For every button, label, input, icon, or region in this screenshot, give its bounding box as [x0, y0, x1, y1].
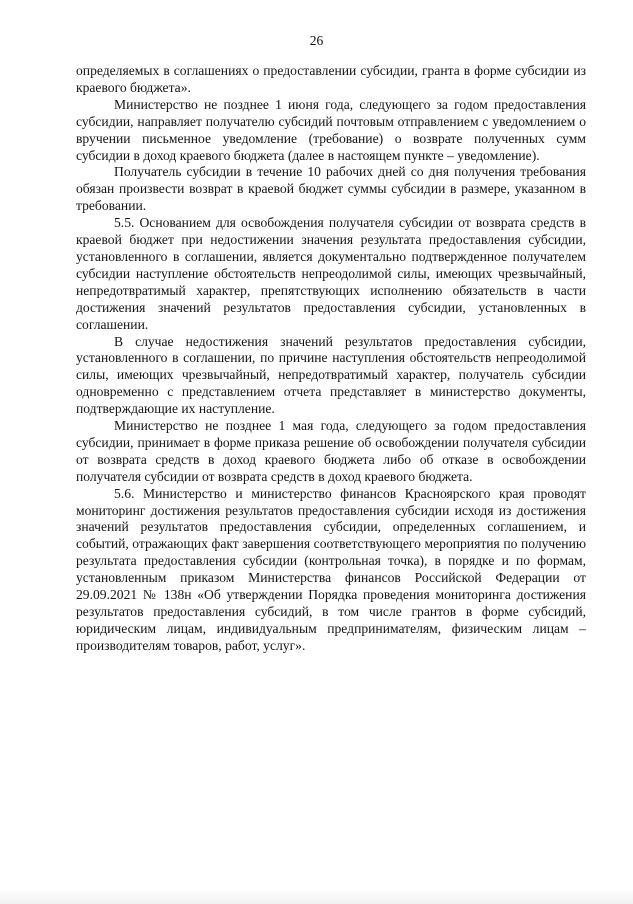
paragraph-recipient-return: Получатель субсидии в течение 10 рабочих дней со дня получения требования обязан произвести возврат в краевой бюджет суммы субсидии в размере, указанном в требовании.	[76, 164, 586, 214]
page-number: 26	[309, 33, 324, 48]
scan-edge-shadow	[0, 890, 633, 904]
paragraph-section-5-5: 5.5. Основанием для освобождения получателя субсидии от возврата средств в краевой бюджет при недостижении значения результата предоставления субсидии, установленного в соглашении, является документально подтвержденное получателем субсидии наступление обстоятельств непреодолимой силы, имеющих чрезвычайный, непредотвратимый характер, препятствующих исполнению обязательств в части достижения значений результатов предоставления субсидии, установленных в соглашении.	[76, 215, 586, 332]
paragraph-section-5-6: 5.6. Министерство и министерство финансов Красноярского края проводят мониторинг достижения результатов предоставления субсидии исходя из достижения значений результатов предоставления субсидии, определенных соглашением, и событий, отражающих факт завершения соответствующего мероприятия по получению результата предоставления субсидии (контрольная точка), в порядке и по формам, установленным приказом Министерства финансов Российской Федерации от 29.09.2021 № 138н «Об утверждении Порядка проведения мониторинга достижения результатов предоставления субсидий, в том числе грантов в форме субсидий, юридическим лицам, индивидуальным предпринимателям, физическим лицам – производителям товаров, работ, услуг».	[76, 485, 586, 653]
document-body	[76, 63, 586, 655]
paragraph-force-majeure: В случае недостижения значений результатов предоставления субсидии, установленного в соглашении, по причине наступления обстоятельств непреодолимой силы, имеющих чрезвычайный, непредотвратимый характер, получатель субсидии одновременно с представлением отчета представляет в министерство документы, подтверждающие их наступление.	[76, 333, 586, 417]
paragraph-continuation: определяемых в соглашениях о предоставлении субсидии, гранта в форме субсидии из краевого бюджета».	[76, 63, 586, 95]
paragraph-ministry-notice: Министерство не позднее 1 июня года, следующего за годом предоставления субсидии, направляет получателю субсидий почтовым отправлением с уведомлением о вручении письменное уведомление (требование) о возврате полученных сумм субсидии в доход краевого бюджета (далее в настоящем пункте – уведомление).	[76, 96, 586, 163]
paragraph-ministry-decision: Министерство не позднее 1 мая года, следующего за годом предоставления субсидии, принимает в форме приказа решение об освобождении получателя субсидии от возврата средств в доход краевого бюджета либо об отказе в освобождении получателя субсидии от возврата средств в доход краевого бюджета.	[76, 418, 586, 484]
